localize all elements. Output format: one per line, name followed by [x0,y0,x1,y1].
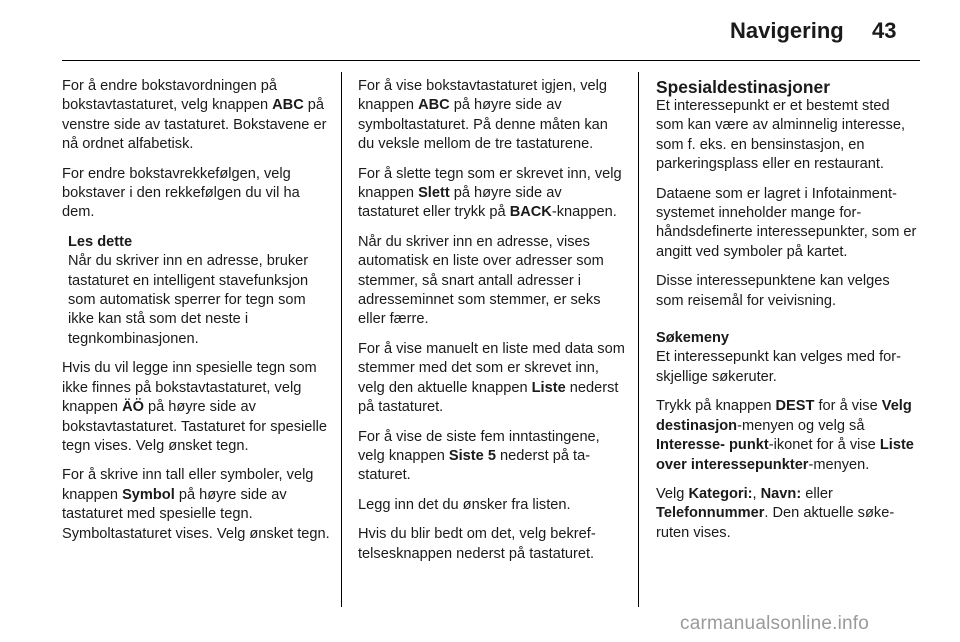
paragraph: Et interessepunkt er et bestemt sted som kan være av alminnelig interesse, som f. eks. en bensinstasjon, en parkeringsplass eller en restaurant. [656,98,906,173]
paragraph: For endre bokstavrekkefølgen, velg bokstaver i den rekkefølgen du vil ha dem. [62,165,300,221]
watermark-text: carmanualsonline.info [680,613,870,634]
sub-heading: Søkemeny [656,330,730,347]
column-3 [656,77,920,553]
paragraph: Velg Kategori:, Navn: eller Telefonnummer. Den aktuelle søkeruten vises. [656,485,895,541]
paragraph: For å skrive inn tall eller symboler, velg knappen Symbol på høyre side av tastaturet med spesielle tegn. Symboltastaturet vises. Velg ønsket tegn. [62,467,330,542]
paragraph: For å vise manuelt en liste med data som stemmer med det som er skrevet inn, velg den aktuelle knappen Liste nederst på tastaturet. [358,340,625,416]
paragraph: Dataene som er lagret i Infotainment-systemet inneholder mange forhåndsdefinerte interessepunkter, som er angitt ved symboler på kartet. [656,185,917,260]
paragraph: Disse interessepunktene kan velges som reisemål for veivisning. [656,273,890,309]
page-number: 43 [872,18,897,43]
paragraph: Et interessepunkt kan velges med forskjellige søkeruter. [656,349,901,385]
paragraph: For å slette tegn som er skrevet inn, velg knappen Slett på høyre side av tastaturet eller trykk på BACK-knappen. [358,165,622,221]
paragraph: For å vise de siste fem inntastingene, velg knappen Siste 5 nederst på tastaturet. [358,428,600,484]
note-text: Når du skriver inn en adresse, bruker tastaturet en intelligent stavefunksjon som automatisk sperrer for tegn som ikke kan stå som det neste i tegnkombinasjonen. [68,253,309,347]
header-rule [62,60,920,61]
paragraph: For å endre bokstavordningen på bokstavtastaturet, velg knappen ABC på venstre side av tastaturet. Bokstavene er nå ordnet alfabetisk. [62,78,327,153]
page-header-title: Navigering [730,18,844,43]
paragraph: Når du skriver inn en adresse, vises automatisk en liste over adresser som stemmer, så snart antall adresser i adresseminnet som stemmer, er seks eller færre. [358,233,604,328]
column-1 [62,77,330,554]
note-title: Les dette [68,233,133,250]
section-heading: Spesialdestinasjoner [656,77,830,97]
column-rule-1 [341,72,342,607]
paragraph: For å vise bokstavtastaturet igjen, velg knappen ABC på høyre side av symboltastaturet. På denne måten kan du veksle mellom de tre tastaturene. [358,78,608,153]
note-box [68,233,330,349]
column-rule-2 [638,72,639,607]
paragraph: Hvis du blir bedt om det, velg bekreftelsesknappen nederst på tastaturet. [358,526,596,562]
paragraph: Legg inn det du ønsker fra listen. [358,496,571,513]
column-2 [358,77,626,574]
paragraph: Hvis du vil legge inn spesielle tegn som ikke finnes på bokstavtastaturet, velg knappen ÄÖ på høyre side av bokstavtastaturet. Tastaturet for spesielle tegn vises. Velg ønsket tegn. [62,360,327,454]
paragraph: Trykk på knappen DEST for å vise Velg destinasjon-menyen og velg så Interesse- punkt-ikonet for å vise Liste over interessepunkter-menyen. [656,398,914,473]
